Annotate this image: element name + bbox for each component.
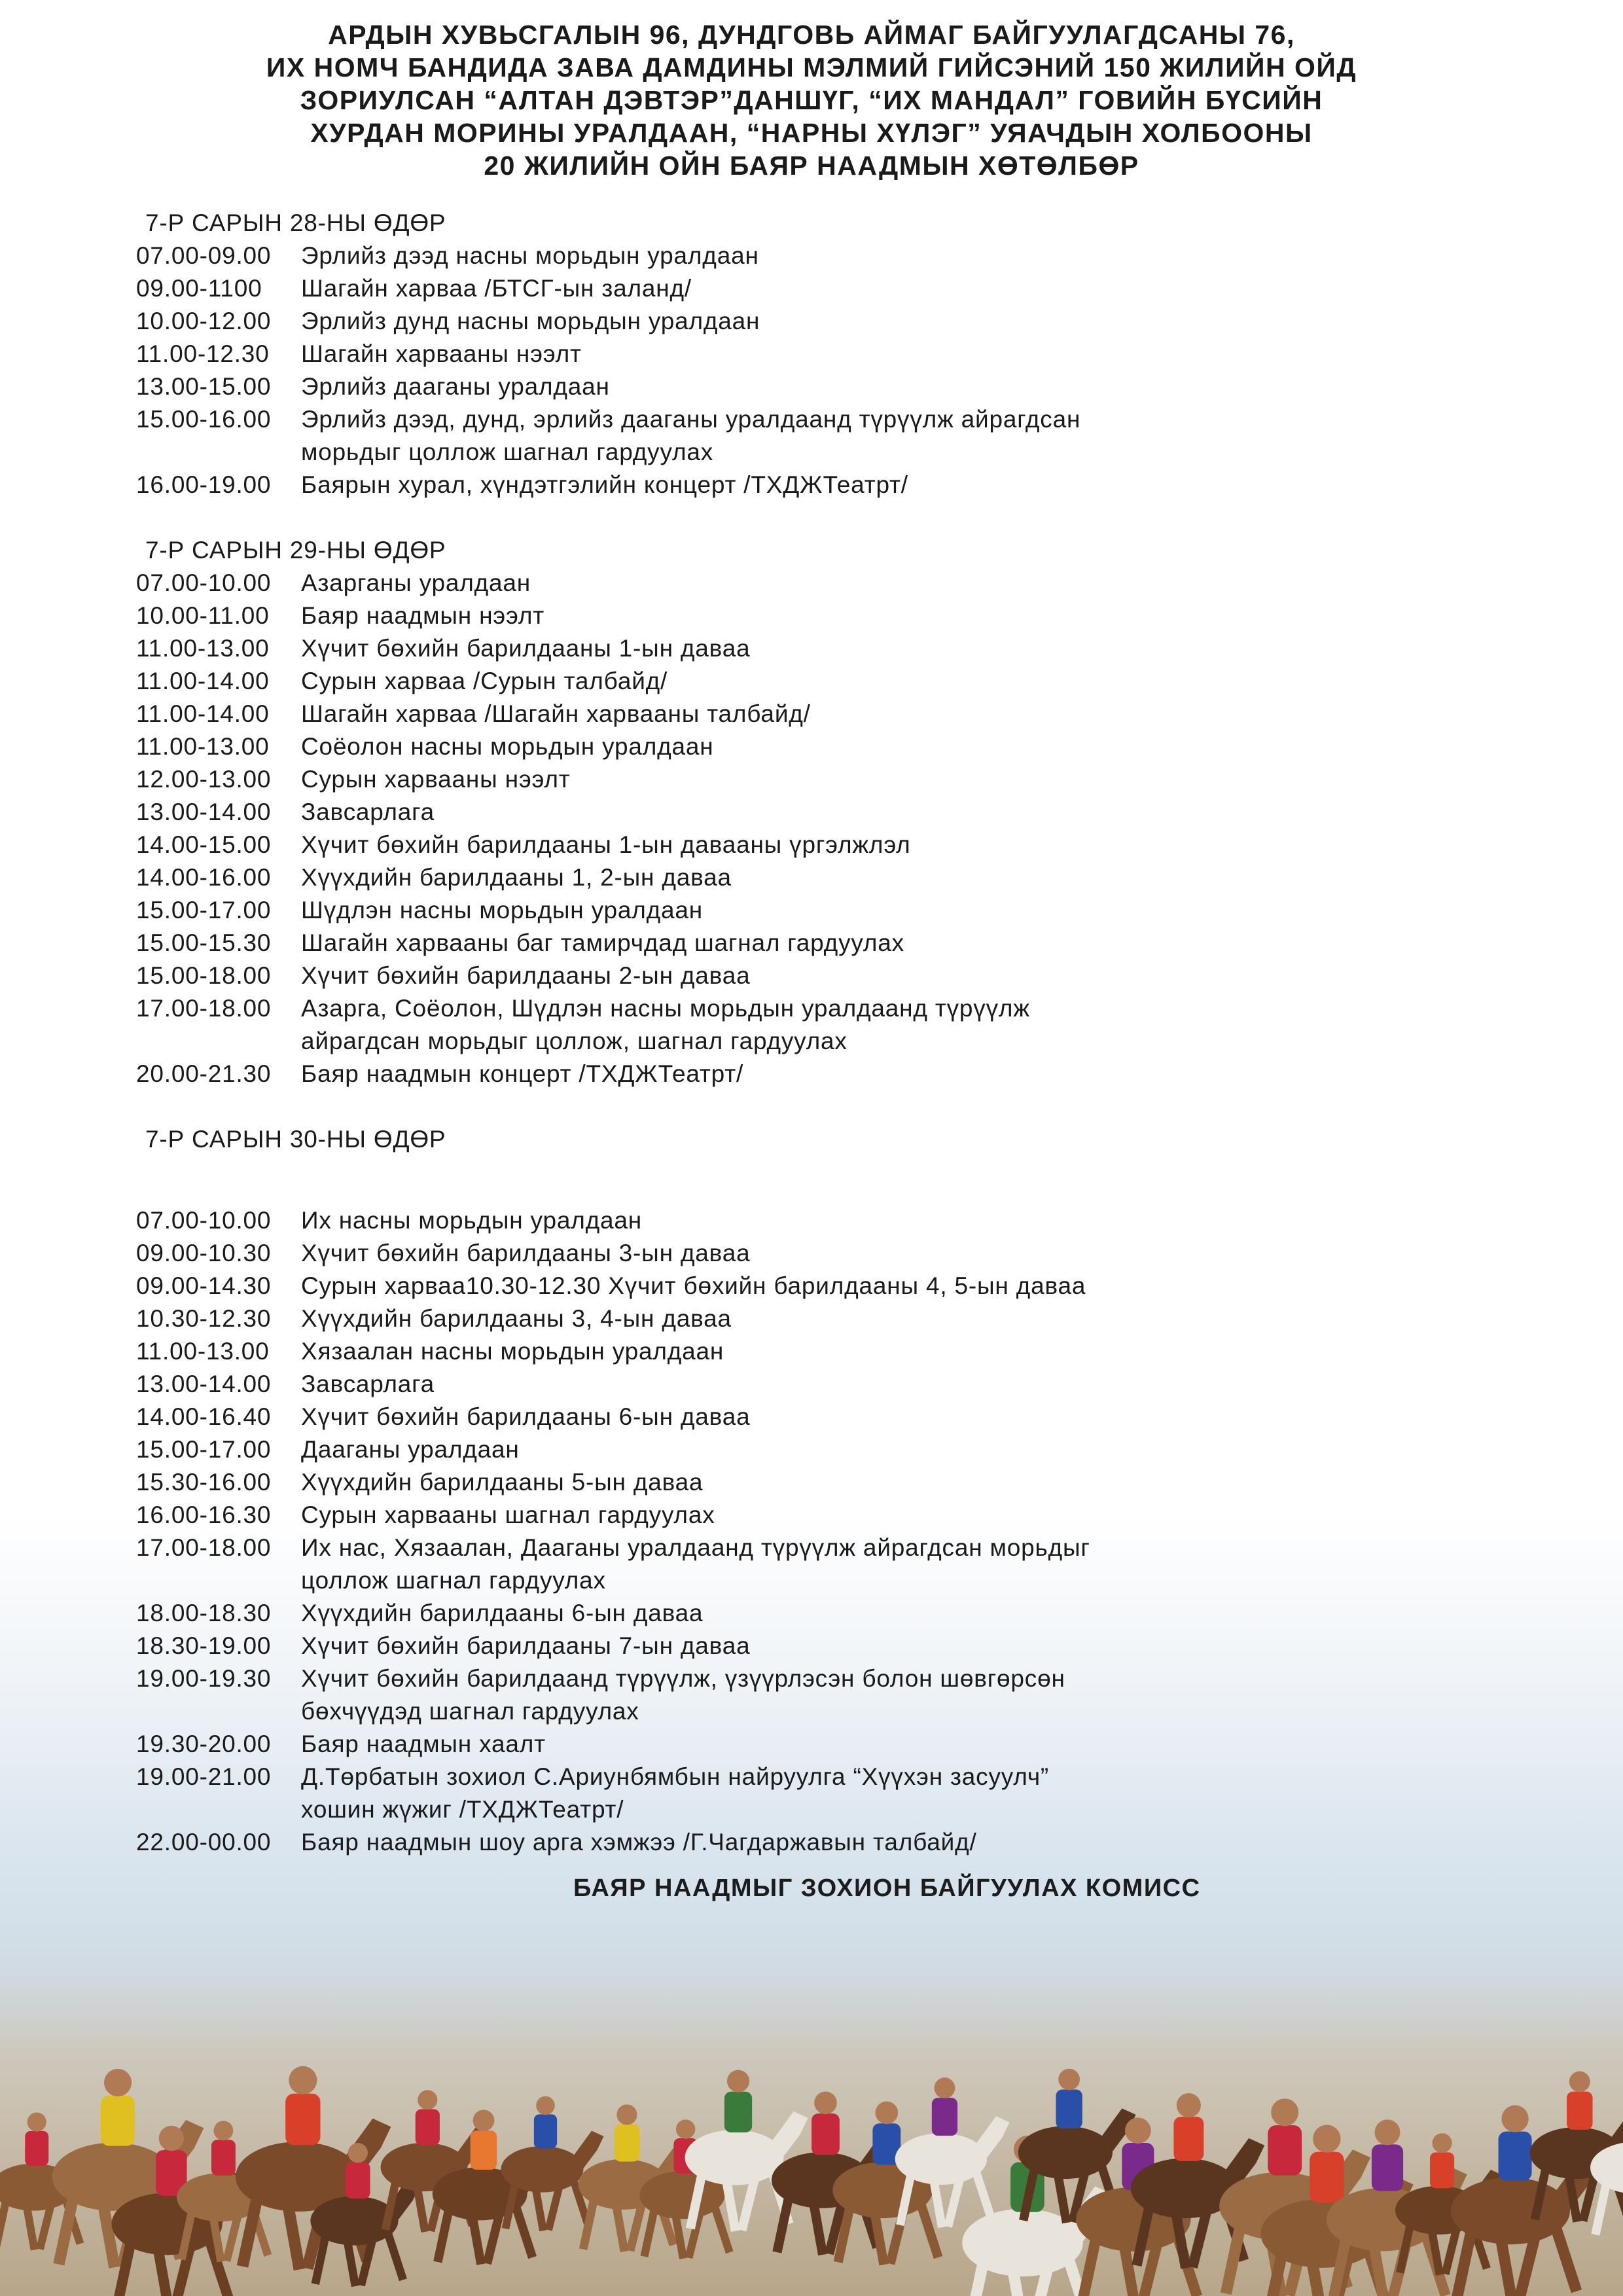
schedule-event: Хязаалан насны морьдын уралдаан [301,1338,724,1365]
schedule-event: Эрлийз дааганы уралдаан [301,373,610,400]
schedule-time: 17.00-18.00 [136,1534,272,1561]
title-line: ИХ НОМЧ БАНДИДА ЗАВА ДАМДИНЫ МЭЛМИЙ ГИЙСЭНИЙ 150 ЖИЛИЙН ОЙД [266,52,1357,82]
schedule-event: Эрлийз дунд насны морьдын уралдаан [301,308,760,334]
schedule-event: Соёолон насны морьдын уралдаан [301,733,714,760]
schedule-row [136,796,1249,829]
schedule-event: айрагдсан морьдыг цоллож, шагнал гардуулах [301,1028,847,1054]
schedule-row [136,1630,1249,1662]
schedule-event: Эрлийз дээд насны морьдын уралдаан [301,242,759,269]
schedule-event: морьдыг цоллож шагнал гардуулах [301,439,714,465]
title-line: 20 ЖИЛИЙН ОЙН БАЯР НААДМЫН ХӨТӨЛБӨР [484,151,1139,181]
schedule-row [136,1401,1249,1433]
schedule-row [136,370,1249,403]
schedule-time: 15.00-16.00 [136,406,272,433]
schedule-event: Шагайн харвааны баг тамирчдад шагнал гардуулах [301,929,904,956]
schedule-row [136,632,1249,665]
schedule-row [136,272,1249,305]
schedule-row [136,1368,1249,1401]
schedule-time: 15.00-17.00 [136,1436,272,1463]
schedule-row [136,1597,1249,1630]
schedule-time: 15.00-18.00 [136,962,272,989]
schedule-row [136,1335,1249,1368]
schedule-event: Хүүхдийн барилдааны 3, 4-ын даваа [301,1305,732,1332]
schedule-time: 13.00-15.00 [136,373,272,400]
schedule-time: 16.00-19.00 [136,471,272,498]
schedule-time: 07.00-10.00 [136,569,272,596]
schedule-row [136,403,1249,469]
schedule-row [136,960,1249,992]
schedule-time: 14.00-16.00 [136,864,272,891]
schedule-event: Шагайн харвааны нээлт [301,340,582,367]
schedule-time: 09.00-10.30 [136,1240,272,1266]
schedule-time: 20.00-21.30 [136,1060,272,1087]
schedule-time: 12.00-13.00 [136,766,272,793]
program-title [0,18,1623,182]
schedule-time: 18.00-18.30 [136,1600,272,1626]
schedule [136,207,1249,1859]
schedule-time: 15.00-15.30 [136,929,272,956]
schedule-row [136,305,1249,338]
schedule-time: 13.00-14.00 [136,798,272,825]
schedule-event: Их нас, Хязаалан, Дааганы уралдаанд түрүүлж айрагдсан морьдыг [301,1534,1090,1561]
schedule-row [136,1532,1249,1597]
schedule-event: Хүчит бөхийн барилдааны 7-ын даваа [301,1632,751,1659]
schedule-time: 19.00-19.30 [136,1665,272,1692]
schedule-event: Баяр наадмын нээлт [301,602,544,629]
schedule-event: Азарга, Соёолон, Шүдлэн насны морьдын уралдаанд түрүүлж [301,995,1030,1022]
title-line: ХУРДАН МОРИНЫ УРАЛДААН, “НАРНЫ ХҮЛЭГ” УЯАЧДЫН ХОЛБООНЫ [310,118,1313,148]
schedule-time: 11.00-13.00 [136,635,270,662]
schedule-time: 15.00-17.00 [136,897,272,924]
schedule-time: 10.30-12.30 [136,1305,272,1332]
schedule-event: Баярын хурал, хүндэтгэлийн концерт /ТХДЖТеатрт/ [301,471,908,498]
schedule-row [136,1826,1249,1859]
schedule-event: Азарганы уралдаан [301,569,531,596]
schedule-time: 14.00-15.00 [136,831,272,858]
day-heading: 7-Р САРЫН 30-НЫ ӨДӨР [145,1126,446,1153]
title-line: АРДЫН ХУВЬСГАЛЫН 96, ДУНДГОВЬ АЙМАГ БАЙГУУЛАГДСАНЫ 76, [328,20,1295,50]
schedule-row [136,665,1249,698]
schedule-time: 18.30-19.00 [136,1632,272,1659]
day-heading: 7-Р САРЫН 28-НЫ ӨДӨР [145,209,446,236]
schedule-event: бөхчүүдэд шагнал гардуулах [301,1698,639,1725]
schedule-row [136,469,1249,501]
schedule-row [136,600,1249,632]
schedule-time: 09.00-14.30 [136,1272,272,1299]
schedule-event: Хүчит бөхийн барилдааны 3-ын даваа [301,1240,751,1266]
schedule-event: Эрлийз дээд, дунд, эрлийз дааганы уралдаанд түрүүлж айрагдсан [301,406,1081,433]
schedule-event: Хүчит бөхийн барилдааны 1-ын давааны үргэлжлэл [301,831,911,858]
schedule-time: 19.00-21.00 [136,1763,272,1790]
schedule-time: 14.00-16.40 [136,1403,272,1430]
schedule-time: 22.00-00.00 [136,1829,272,1856]
schedule-row [136,567,1249,600]
schedule-time: 11.00-13.00 [136,733,270,760]
schedule-event: Баяр наадмын хаалт [301,1731,546,1757]
schedule-event: Сурын харваа /Сурын талбайд/ [301,668,668,694]
schedule-event: цоллож шагнал гардуулах [301,1567,606,1594]
schedule-row [136,1466,1249,1499]
schedule-time: 11.00-14.00 [136,700,270,727]
schedule-time: 11.00-13.00 [136,1338,270,1365]
schedule-row [136,927,1249,960]
schedule-time: 07.00-09.00 [136,242,272,269]
schedule-event: Баяр наадмын шоу арга хэмжээ /Г.Чагдаржавын талбайд/ [301,1829,977,1856]
schedule-row [136,1302,1249,1335]
schedule-event: Хүчит бөхийн барилдаанд түрүүлж, үзүүрлэсэн болон шөвгөрсөн [301,1665,1065,1692]
schedule-row [136,1237,1249,1270]
schedule-time: 13.00-14.00 [136,1371,272,1397]
organizing-committee-signature: БАЯР НААДМЫГ ЗОХИОН БАЙГУУЛАХ КОМИСС [573,1874,1201,1902]
schedule-event: Сурын харвааны нээлт [301,766,571,793]
schedule-time: 10.00-12.00 [136,308,272,334]
schedule-row [136,730,1249,763]
schedule-event: Хүчит бөхийн барилдааны 1-ын даваа [301,635,751,662]
schedule-event: Хүүхдийн барилдааны 5-ын даваа [301,1469,704,1496]
schedule-time: 11.00-12.30 [136,340,270,367]
schedule-row [136,1058,1249,1090]
schedule-event: Дааганы уралдаан [301,1436,520,1463]
schedule-row [136,698,1249,730]
schedule-event: Шагайн харваа /БТСГ-ын заланд/ [301,275,692,302]
schedule-event: Хүүхдийн барилдааны 1, 2-ын даваа [301,864,732,891]
schedule-event: Шүдлэн насны морьдын уралдаан [301,897,703,924]
horse-race-photo [0,1918,1623,2296]
schedule-time: 17.00-18.00 [136,995,272,1022]
schedule-row [136,1499,1249,1532]
schedule-time: 15.30-16.00 [136,1469,272,1496]
title-line: ЗОРИУЛСАН “АЛТАН ДЭВТЭР”ДАНШҮГ, “ИХ МАНДАЛ” ГОВИЙН БҮСИЙН [300,85,1323,115]
schedule-row [136,763,1249,796]
schedule-time: 10.00-11.00 [136,602,270,629]
schedule-event: Хүчит бөхийн барилдааны 6-ын даваа [301,1403,751,1430]
day-heading: 7-Р САРЫН 29-НЫ ӨДӨР [145,537,446,564]
schedule-event: Их насны морьдын уралдаан [301,1207,642,1234]
schedule-event: Сурын харваа10.30-12.30 Хүчит бөхийн барилдааны 4, 5-ын даваа [301,1272,1086,1299]
schedule-row [136,1728,1249,1761]
schedule-time: 07.00-10.00 [136,1207,272,1234]
schedule-event: Баяр наадмын концерт /ТХДЖТеатрт/ [301,1060,744,1087]
schedule-row [136,240,1249,272]
schedule-event: Шагайн харваа /Шагайн харвааны талбайд/ [301,700,811,727]
schedule-row [136,992,1249,1058]
schedule-row [136,861,1249,894]
schedule-time: 09.00-1100 [136,275,262,302]
schedule-event: Завсарлага [301,798,435,825]
schedule-event: Сурын харвааны шагнал гардуулах [301,1501,715,1528]
schedule-row [136,1662,1249,1728]
schedule-row [136,829,1249,861]
schedule-row [136,894,1249,927]
schedule-row [136,1761,1249,1826]
schedule-event: Хүүхдийн барилдааны 6-ын даваа [301,1600,704,1626]
schedule-row [136,1204,1249,1237]
schedule-row [136,1270,1249,1302]
schedule-event: Хүчит бөхийн барилдааны 2-ын даваа [301,962,751,989]
schedule-row [136,1433,1249,1466]
schedule-time: 11.00-14.00 [136,668,270,694]
schedule-time: 16.00-16.30 [136,1501,272,1528]
schedule-event: Завсарлага [301,1371,435,1397]
schedule-event: Д.Төрбатын зохиол С.Ариунбямбын найруулга “Хүүхэн засуулч” [301,1763,1050,1790]
schedule-event: хошин жүжиг /ТХДЖТеатрт/ [301,1796,624,1823]
schedule-time: 19.30-20.00 [136,1731,272,1757]
schedule-row [136,338,1249,370]
